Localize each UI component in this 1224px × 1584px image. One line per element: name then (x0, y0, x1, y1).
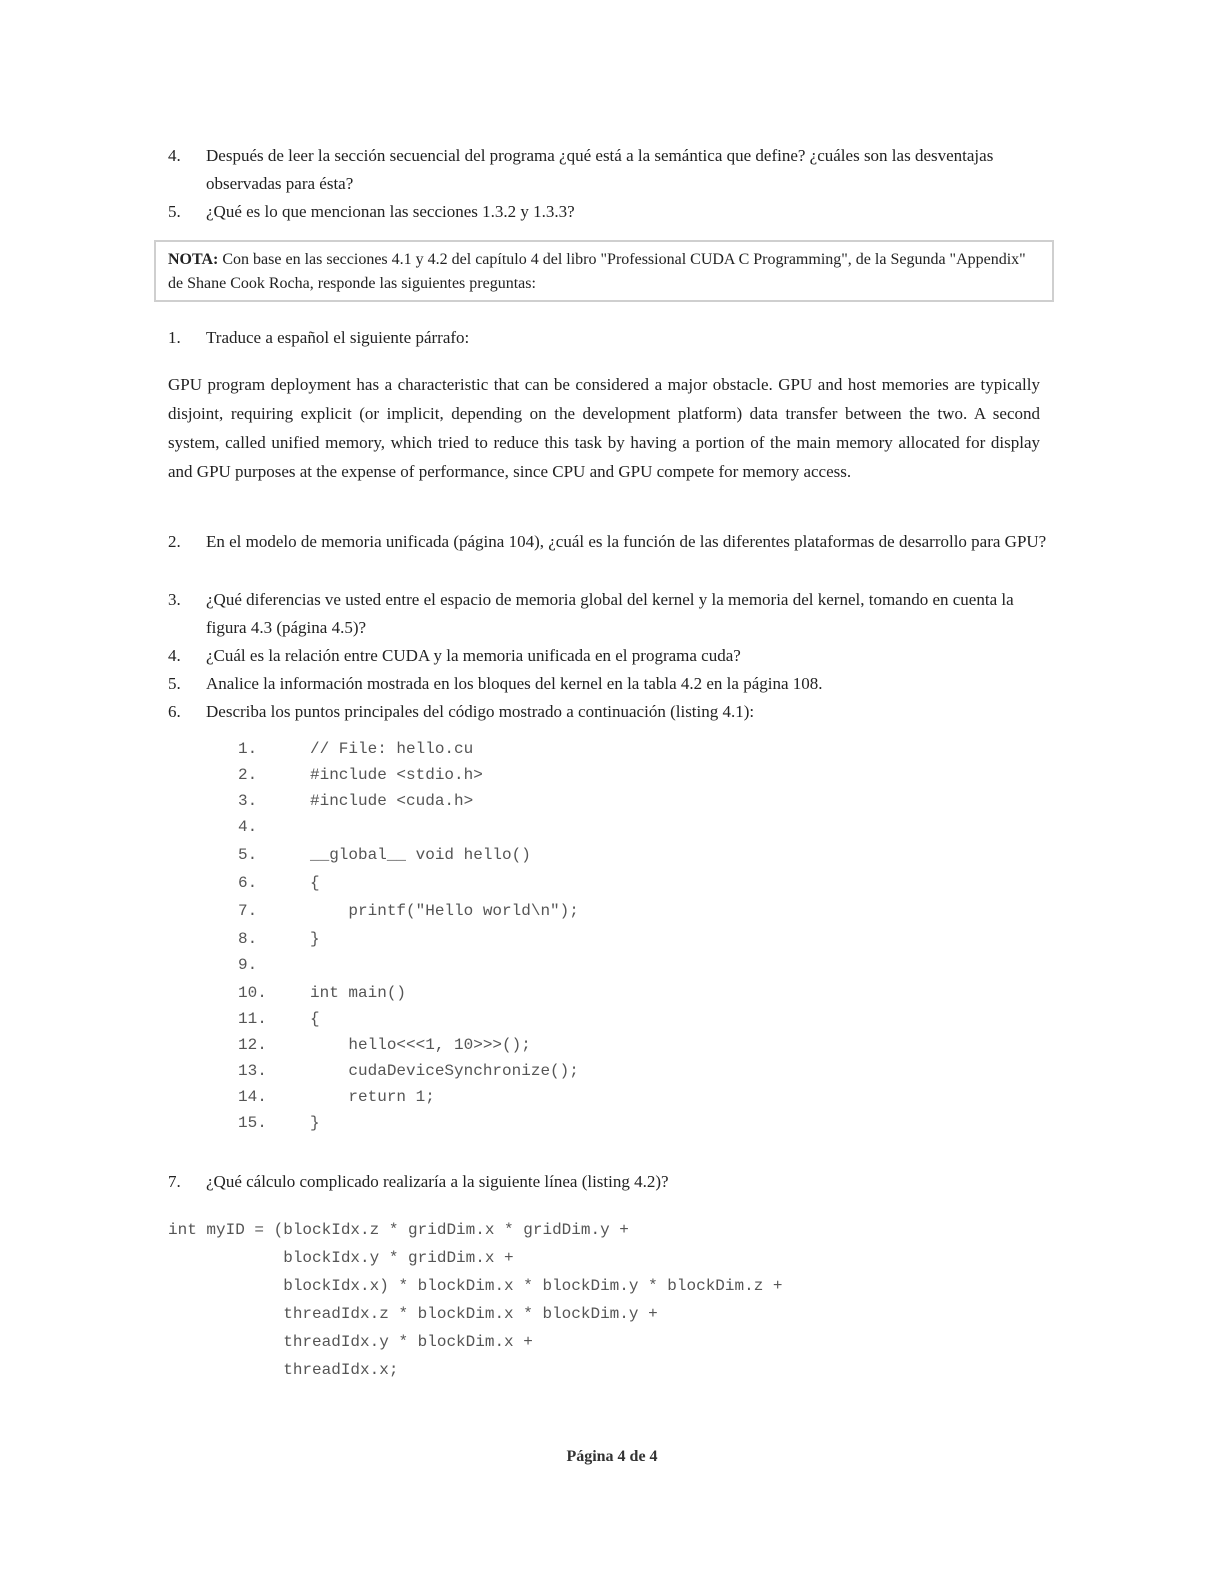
question-item (168, 586, 1048, 642)
question-item (168, 1168, 1048, 1196)
line-number: 8. (238, 930, 258, 948)
question-item (168, 198, 1048, 226)
note-text: Con base en las secciones 4.1 y 4.2 del capítulo 4 del libro "Professional CUDA C Programming", de la Segunda "Appendix" de Shane Cook Rocha, responde las siguientes preguntas: (168, 251, 1026, 292)
code-text: printf("Hello world\n"); (310, 902, 579, 920)
code-text: } (310, 930, 320, 948)
question-number: 1. (168, 328, 181, 347)
line-number: 2. (238, 766, 258, 784)
code-text: } (310, 1114, 320, 1132)
code-text: return 1; (310, 1088, 435, 1106)
question-number: 7. (168, 1172, 181, 1191)
question-text: ¿Qué es lo que mencionan las secciones 1.3.2 y 1.3.3? (206, 202, 575, 221)
line-number: 1. (238, 740, 258, 758)
line-number: 10. (238, 984, 267, 1002)
question-item (168, 670, 1048, 698)
question-text: ¿Qué cálculo complicado realizaría a la siguiente línea (listing 4.2)? (206, 1172, 669, 1191)
code-text: int main() (310, 984, 407, 1002)
question-number: 3. (168, 590, 181, 609)
question-text: ¿Cuál es la relación entre CUDA y la memoria unificada en el programa cuda? (206, 646, 741, 665)
line-number: 12. (238, 1036, 267, 1054)
question-text: En el modelo de memoria unificada (página 104), ¿cuál es la función de las diferentes plataformas de desarrollo para GPU? (206, 532, 1047, 551)
question-item (168, 642, 1048, 670)
question-text: Describa los puntos principales del código mostrado a continuación (listing 4.1): (206, 702, 755, 721)
question-item (168, 324, 1048, 352)
question-text: ¿Qué diferencias ve usted entre el espacio de memoria global del kernel y la memoria del kernel, tomando en cuenta la figura 4.3 (página 4.5)? (206, 590, 1014, 637)
question-number: 5. (168, 202, 181, 221)
line-number: 3. (238, 792, 258, 810)
code-listing-2: int myID = (blockIdx.z * gridDim.x * gridDim.y + blockIdx.y * gridDim.x + blockIdx.x) * blockDim.x * blockDim.y * blockDim.z + threadIdx.z * blockDim.x * blockDim.y + threadIdx.y * blockDim.x + threadIdx.x; (168, 1221, 783, 1379)
line-number: 9. (238, 956, 258, 974)
question-number: 2. (168, 532, 181, 551)
line-number: 14. (238, 1088, 267, 1106)
code-text: cudaDeviceSynchronize(); (310, 1062, 579, 1080)
code-text: // File: hello.cu (310, 740, 474, 758)
question-item (168, 142, 1048, 198)
line-number: 7. (238, 902, 258, 920)
line-number: 11. (238, 1010, 267, 1028)
code-text: hello<<<1, 10>>>(); (310, 1036, 531, 1054)
line-number: 15. (238, 1114, 267, 1132)
line-number: 13. (238, 1062, 267, 1080)
line-number: 4. (238, 818, 258, 836)
question-number: 4. (168, 646, 181, 665)
code-text: #include <stdio.h> (310, 766, 483, 784)
page-footer: Página 4 de 4 (566, 1448, 658, 1465)
question-text: Traduce a español el siguiente párrafo: (206, 328, 470, 347)
question-text: Analice la información mostrada en los bloques del kernel en la tabla 4.2 en la página 108. (206, 674, 823, 693)
note-box (154, 240, 1054, 302)
note-label: NOTA: (168, 251, 219, 268)
line-number: 5. (238, 846, 258, 864)
code-text: __global__ void hello() (310, 846, 531, 864)
question-number: 5. (168, 674, 181, 693)
code-text: #include <cuda.h> (310, 792, 474, 810)
question-item (168, 698, 1048, 726)
english-paragraph: GPU program deployment has a characteristic that can be considered a major obstacle. GPU and host memories are typically disjoint, requiring explicit (or implicit, depending on the development platform) data transfer between the two. A second system, called unified memory, which tried to reduce this task by having a portion of the main memory allocated for display and GPU purposes at the expense of performance, since CPU and GPU compete for memory access. (168, 375, 1040, 481)
question-item (168, 528, 1048, 556)
line-number: 6. (238, 874, 258, 892)
question-number: 4. (168, 146, 181, 165)
question-text: Después de leer la sección secuencial del programa ¿qué está a la semántica que define? ¿cuáles son las desventajas observadas para ésta? (206, 146, 994, 193)
code-text: { (310, 1010, 320, 1028)
code-text: { (310, 874, 320, 892)
question-number: 6. (168, 702, 181, 721)
